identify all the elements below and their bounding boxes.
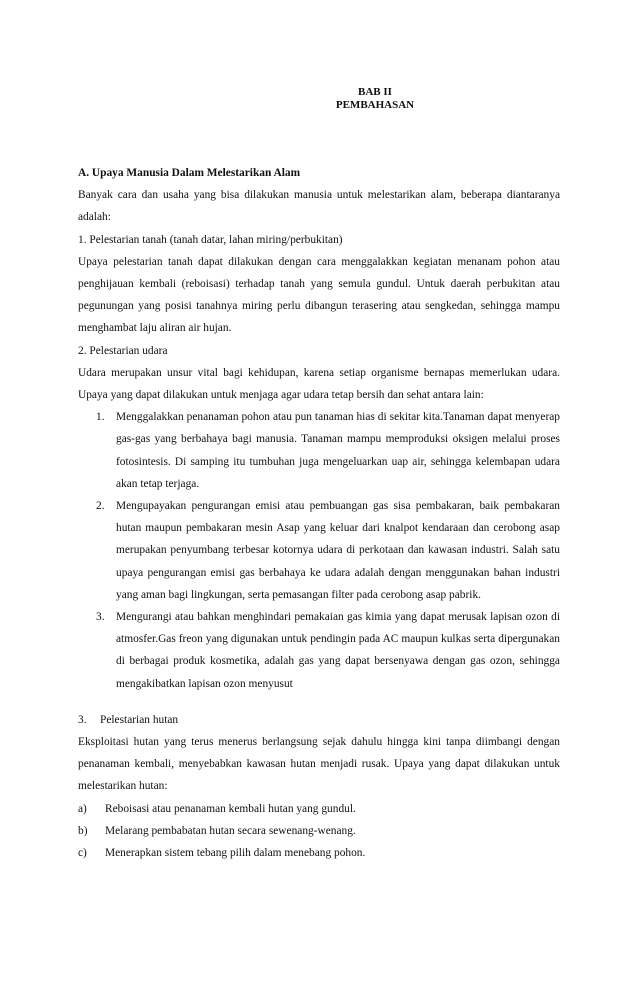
udara-list (78, 406, 560, 695)
section-a-title: A. Upaya Manusia Dalam Melestarikan Alam (78, 167, 301, 179)
list-item (78, 406, 560, 495)
hutan-subtitle-text: Pelestarian hutan (100, 713, 179, 726)
list-item (78, 495, 560, 606)
chapter-number: BAB II (358, 86, 392, 98)
list-item-text: Melarang pembabatan hutan secara sewenang-wenang. (105, 824, 356, 837)
list-item (78, 606, 560, 695)
list-item (78, 798, 560, 820)
list-item-text: Mengupayakan pengurangan emisi atau pembuangan gas sisa pembakaran, baik pembakaran hutan maupun pembakaran mesin Asap yang keluar dari knalpot kendaraan dan cerobong asap merupakan penyumbang terbesar kotornya udara di perkotaan dan kawasan industri. Salah satu upaya pengurangan emisi gas berbahaya ke udara adalah dengan menggunakan bahan industri yang aman bagi lingkungan, serta pemasangan filter pada cerobong asap pabrik. (116, 500, 560, 601)
udara-subtitle: 2. Pelestarian udara (78, 344, 168, 357)
udara-paragraph: Udara merupakan unsur vital bagi kehidupan, karena setiap organisme bernapas memerlukan udara. Upaya yang dapat dilakukan untuk menjaga agar udara tetap bersih dan sehat antara lain: (78, 366, 560, 402)
list-marker: b) (78, 824, 88, 837)
list-marker: a) (78, 802, 87, 815)
list-item-text: Menerapkan sistem tebang pilih dalam menebang pohon. (105, 847, 366, 860)
list-marker: c) (78, 847, 87, 860)
chapter-title: PEMBAHASAN (335, 99, 415, 111)
document-body (78, 162, 560, 864)
list-marker: 1. (96, 411, 105, 424)
section-a-intro: Banyak cara dan usaha yang bisa dilakukan manusia untuk melestarikan alam, beberapa diantaranya adalah: (78, 189, 560, 224)
hutan-marker: 3. (78, 713, 87, 726)
list-item-text: Menggalakkan penanaman pohon atau pun tanaman hias di sekitar kita.Tanaman dapat menyerap gas-gas yang berbahaya bagi manusia. Tanaman mampu memproduksi oksigen melalui proses fotosintesis. Di samping itu tumbuhan juga mengeluarkan uap air, sehingga kelembapan udara akan tetap terjaga. (116, 411, 560, 490)
hutan-paragraph: Eksploitasi hutan yang terus menerus berlangsung sejak dahulu hingga kini tanpa diimbangi dengan penanaman kembali, menyebabkan kawasan hutan menjadi rusak. Upaya yang dapat dilakukan untuk melestarikan hutan: (78, 736, 560, 793)
list-item-text: Reboisasi atau penanaman kembali hutan yang gundul. (105, 802, 356, 815)
spacer (78, 695, 560, 709)
hutan-subtitle (78, 709, 560, 731)
hutan-list (78, 798, 560, 865)
tanah-subtitle: 1. Pelestarian tanah (tanah datar, lahan miring/perbukitan) (78, 233, 343, 246)
list-item (78, 842, 560, 864)
list-marker: 3. (96, 611, 105, 624)
list-item (78, 820, 560, 842)
list-marker: 2. (96, 500, 105, 513)
list-item-text: Mengurangi atau bahkan menghindari pemakaian gas kimia yang dapat merusak lapisan ozon di atmosfer.Gas freon yang digunakan untuk pendingin pada AC maupun kulkas serta dipergunakan di berbagai produk kosmetika, adalah gas yang dapat bersenyawa dengan gas ozon, sehingga mengakibatkan lapisan ozon menyusut (116, 611, 560, 690)
tanah-paragraph: Upaya pelestarian tanah dapat dilakukan dengan cara menggalakkan kegiatan menanam pohon atau penghijauan kembali (reboisasi) terhadap tanah yang semula gundul. Untuk daerah perbukitan atau pegunungan yang posisi tanahnya miring perlu dibangun terasering atau sengkedan, sehingga mampu menghambat laju aliran air hujan. (78, 255, 560, 335)
